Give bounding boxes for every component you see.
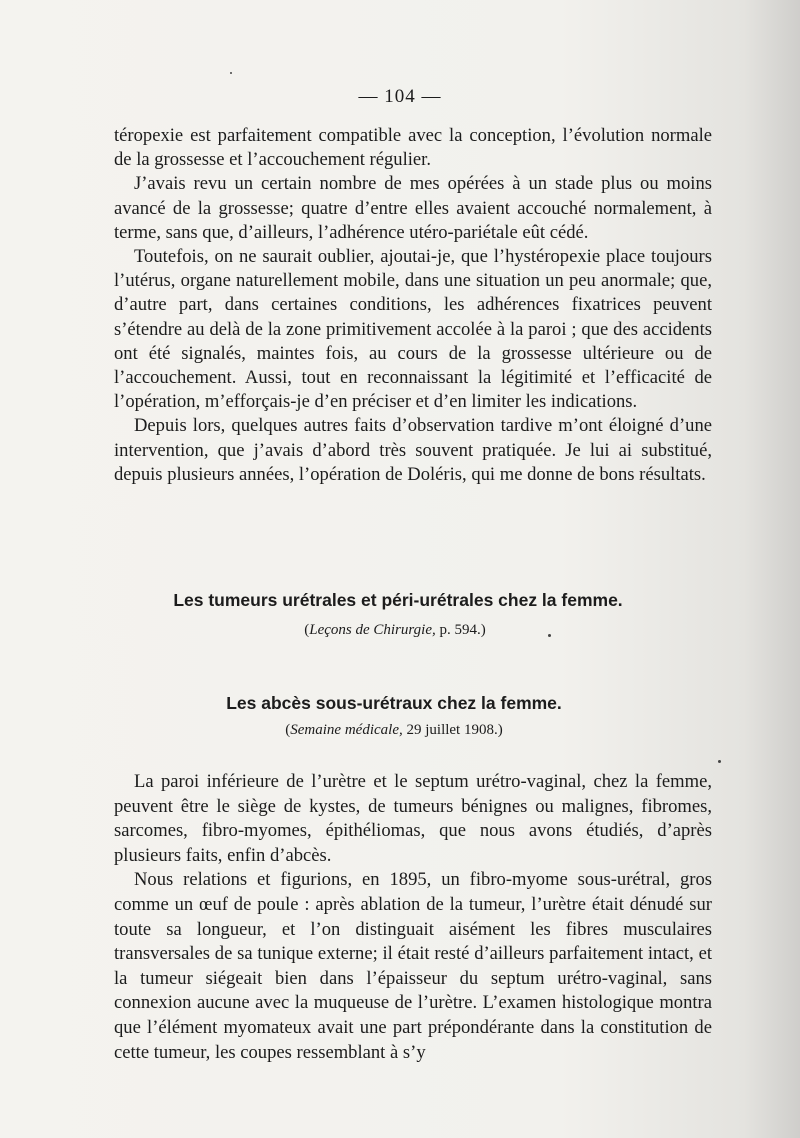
section-title: Les tumeurs urétrales et péri-urétrales chez la femme. — [173, 590, 623, 610]
section-source: (Semaine médicale, 29 juillet 1908.) — [285, 722, 503, 738]
paragraph: Toutefois, on ne saurait oublier, ajoutai-je, que l’hystéropexie place toujours l’utérus, organe naturellement mobile, dans une situation un peu anormale; que, d’autre part, dans certaines conditions, les adhérences fixatrices peuvent s’étendre au delà de la zone primitivement accolée à la paroi ; que des accidents ont été signalés, maintes fois, au cours de la grossesse ultérieure ou de l’accouchement. Aussi, tout en reconnaissant la légitimité et l’efficacité de l’opération, m’efforçais-je d’en préciser et d’en limiter les indications. — [114, 246, 712, 413]
section-source: (Leçons de Chirurgie, p. 594.) — [304, 622, 486, 638]
source-work: Semaine médicale, — [290, 722, 403, 738]
paragraph: Nous relations et figurions, en 1895, un fibro-myome sous-urétral, gros comme un œuf de poule : après ablation de la tumeur, l’urètre était dénudé sur toute sa longueur, et l’on distinguait aisément les fibres musculaires transversales de sa tunique externe; il était resté d’ailleurs parfaitement intact, et la tumeur siégeait bien dans l’épaisseur du septum urétro-vaginal, sans connexion aucune avec la muqueuse de l’urètre. L’examen histologique montra que l’élément myomateux avait une part prépondérante dans la constitution de cette tumeur, les coupes ressemblant à s’y — [114, 869, 712, 1063]
print-speck — [548, 634, 551, 637]
source-work: Leçons de Chirurgie, — [309, 622, 436, 638]
paragraph: Depuis lors, quelques autres faits d’observation tardive m’ont éloigné d’une intervention, que j’avais d’abord très souvent pratiquée. Je lui ai substitué, depuis plusieurs années, l’opération de Doléris, qui me donne de bons résultats. — [114, 415, 712, 485]
print-speck — [718, 760, 721, 763]
section-title: Les abcès sous-urétraux chez la femme. — [226, 693, 562, 713]
source-date: 29 juillet 1908. — [406, 722, 498, 738]
source-page: p. 594. — [439, 622, 481, 638]
paragraph: J’avais revu un certain nombre de mes opérées à un stade plus ou moins avancé de la grossesse; quatre d’entre elles avaient accouché normalement, à terme, sans que, d’ailleurs, l’adhérence utéro-pariétale eût cédé. — [114, 173, 712, 243]
page-number: — 104 — — [358, 86, 442, 107]
print-speck — [230, 72, 232, 74]
paragraph: téropexie est parfaitement compatible avec la conception, l’évolution normale de la grossesse et l’accouchement régulier. — [114, 125, 712, 171]
body-text-top — [114, 124, 712, 487]
body-text-bottom — [114, 770, 712, 1065]
paragraph: La paroi inférieure de l’urètre et le septum urétro-vaginal, chez la femme, peuvent être le siège de kystes, de tumeurs bénignes ou malignes, fibromes, sarcomes, fibro-myomes, épithéliomas, que nous avons étudiés, d’après plusieurs faits, enfin d’abcès. — [114, 771, 712, 866]
